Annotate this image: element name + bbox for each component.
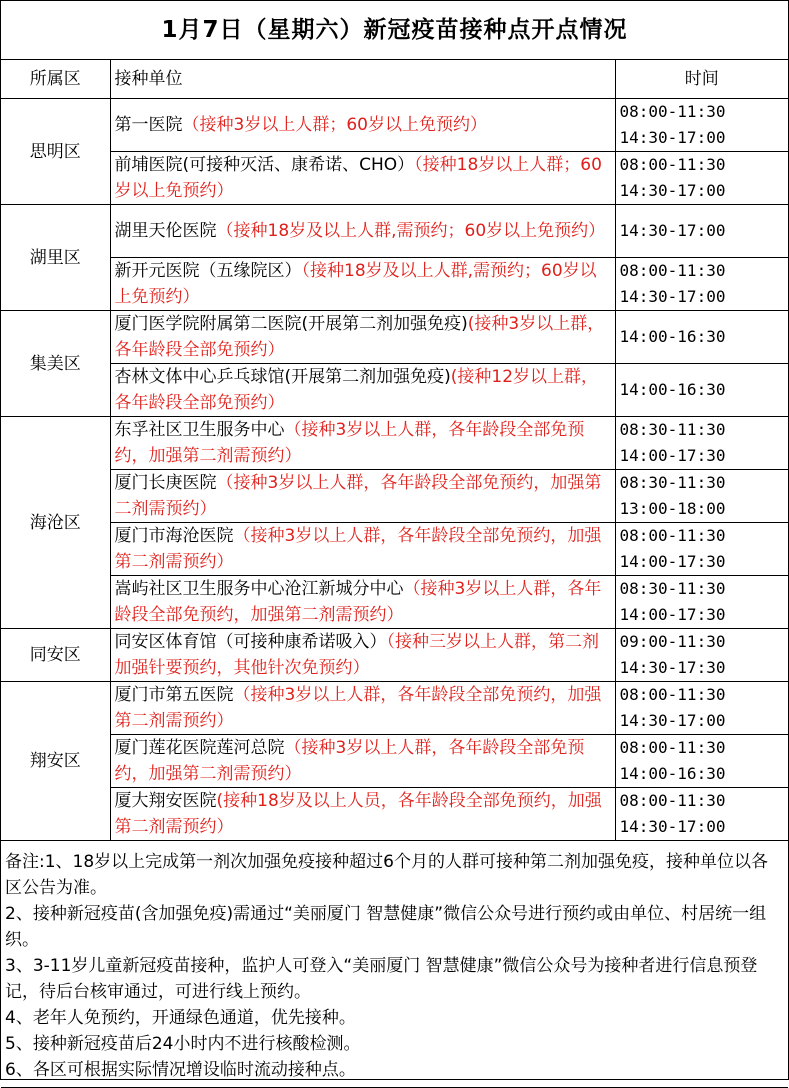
time-cell [615, 576, 788, 629]
note-line: 2、接种新冠疫苗(含加强免疫)需通过“美丽厦门 智慧健康”微信公众号进行预约或由单位、村居统一组织。 [5, 904, 767, 950]
district-cell: 海沧区 [1, 417, 110, 629]
table-row [1, 99, 788, 152]
time-slot: 08:00-11:30 [619, 261, 726, 280]
schedule-table [1, 1, 788, 1088]
time-cell [615, 311, 788, 364]
unit-cell [110, 470, 615, 523]
table-row [1, 523, 788, 576]
header-row [1, 60, 788, 99]
time-slot: 14:00-17:30 [619, 605, 726, 624]
unit-name: 第一医院 [114, 115, 183, 135]
time-slot: 14:00-17:30 [619, 552, 726, 571]
district-cell: 集美区 [1, 311, 110, 417]
header-unit: 接种单位 [110, 60, 615, 99]
time-slot: 08:30-11:30 [619, 473, 726, 492]
unit-cell [110, 205, 615, 258]
note-line: 5、接种新冠疫苗后24小时内不进行核酸检测。 [5, 1034, 361, 1054]
unit-note: （接种三岁以上人群，第二剂加强针要预约，其他针次免预约） [114, 632, 599, 678]
unit-note: （接种3岁以上人群，各年龄段全部免预约，加强第二剂需预约） [114, 738, 585, 784]
time-slot: 08:00-11:30 [619, 791, 726, 810]
unit-cell [110, 417, 615, 470]
table-row [1, 152, 788, 205]
district-cell: 同安区 [1, 629, 110, 682]
note-line: 6、各区可根据实际情况增设临时流动接种点。 [5, 1060, 356, 1080]
unit-name: 厦门莲花医院莲河总院 [114, 738, 285, 758]
time-slot: 14:30-17:00 [619, 711, 726, 730]
notes-cell [1, 841, 788, 1088]
header-district: 所属区 [1, 60, 110, 99]
district-cell: 翔安区 [1, 682, 110, 841]
unit-note: （接种18岁及以上人群,需预约；60岁以上免预约） [216, 221, 606, 241]
time-slot: 14:00-16:30 [619, 764, 726, 783]
time-cell [615, 152, 788, 205]
header-time: 时间 [615, 60, 788, 99]
unit-note: （接种3岁以上人群，各年龄段全部免预约，加强第二剂需预约） [114, 685, 602, 731]
unit-name: 前埔医院(可接种灭活、康希诺、CHO） [114, 155, 415, 175]
table-row [1, 470, 788, 523]
unit-note: （接种3岁以上人群，各年龄段全部免预约，加强第二剂需预约） [114, 420, 585, 466]
time-cell [615, 99, 788, 152]
time-cell [615, 364, 788, 417]
time-slot: 14:30-17:30 [619, 658, 726, 677]
table-row [1, 682, 788, 735]
unit-name: 厦门医学院附属第二医院(开展第二剂加强免疫) [114, 314, 468, 334]
unit-name: 嵩屿社区卫生服务中心沧江新城分中心 [114, 579, 404, 599]
time-cell [615, 682, 788, 735]
unit-cell [110, 788, 615, 841]
unit-name: 湖里天伦医院 [114, 221, 217, 241]
table-row [1, 258, 788, 311]
unit-cell [110, 523, 615, 576]
page-title: 1月7日（星期六）新冠疫苗接种点开点情况 [1, 1, 788, 60]
time-slot: 14:00-16:30 [619, 327, 726, 346]
time-slot: 08:00-11:30 [619, 738, 726, 757]
unit-name: 厦门长庚医院 [114, 473, 217, 493]
time-slot: 08:00-11:30 [619, 155, 726, 174]
unit-cell [110, 152, 615, 205]
time-slot: 14:30-17:00 [619, 128, 726, 147]
time-cell [615, 205, 788, 258]
table-row [1, 788, 788, 841]
time-cell [615, 788, 788, 841]
unit-note: (接种12岁以上群，各年龄段全部免预约） [114, 367, 599, 413]
unit-name: 厦门市第五医院 [114, 685, 234, 705]
table-row [1, 364, 788, 417]
unit-cell [110, 735, 615, 788]
time-cell [615, 417, 788, 470]
note-line: 3、3-11岁儿童新冠疫苗接种，监护人可登入“美丽厦门 智慧健康”微信公众号为接种者进行信息预登记，待后台核审通过，可进行线上预约。 [5, 956, 758, 1002]
district-cell: 湖里区 [1, 205, 110, 311]
unit-note: （接种3岁以上人群，各年龄段全部免预约，加强第二剂需预约） [114, 526, 602, 572]
time-slot: 14:00-16:30 [619, 380, 726, 399]
time-slot: 14:30-17:00 [619, 181, 726, 200]
time-slot: 13:00-18:00 [619, 499, 726, 518]
unit-cell [110, 682, 615, 735]
district-cell: 思明区 [1, 99, 110, 205]
unit-note: （接种18岁以上人群；60岁以上免预约） [114, 155, 602, 201]
table-row [1, 629, 788, 682]
time-slot: 14:00-17:30 [619, 446, 726, 465]
time-slot: 08:00-11:30 [619, 526, 726, 545]
unit-name: 厦大翔安医院 [114, 791, 217, 811]
time-slot: 14:30-17:00 [619, 221, 726, 240]
unit-note: （接种3岁以上人群，各年龄段全部免预约，加强第二剂需预约） [114, 579, 602, 625]
unit-name: 同安区体育馆（可接种康希诺吸入） [114, 632, 387, 652]
unit-note: （接种3岁以上人群；60岁以上免预约） [182, 115, 487, 135]
time-cell [615, 629, 788, 682]
time-cell [615, 523, 788, 576]
table-row [1, 311, 788, 364]
time-cell [615, 735, 788, 788]
unit-cell [110, 258, 615, 311]
unit-name: 东孚社区卫生服务中心 [114, 420, 285, 440]
time-cell [615, 258, 788, 311]
notes-row [1, 841, 788, 1088]
unit-name: 新开元医院（五缘院区） [114, 261, 302, 281]
note-line: 4、老年人免预约，开通绿色通道，优先接种。 [5, 1008, 356, 1028]
time-slot: 08:30-11:30 [619, 579, 726, 598]
time-slot: 14:30-17:00 [619, 817, 726, 836]
time-slot: 08:00-11:30 [619, 102, 726, 121]
note-line: 备注:1、18岁以上完成第一剂次加强免疫接种超过6个月的人群可接种第二剂加强免疫，接种单位以各区公告为准。 [5, 852, 768, 898]
time-slot: 14:30-17:00 [619, 287, 726, 306]
table-row [1, 735, 788, 788]
unit-name: 杏林文体中心乒乓球馆(开展第二剂加强免疫) [114, 367, 451, 387]
unit-cell [110, 99, 615, 152]
unit-note: (接种3岁以上群，各年龄段全部免预约） [114, 314, 605, 360]
time-slot: 08:30-11:30 [619, 420, 726, 439]
unit-cell [110, 311, 615, 364]
time-slot: 08:00-11:30 [619, 685, 726, 704]
table-row [1, 417, 788, 470]
time-cell [615, 470, 788, 523]
unit-note: （接种3岁以上人群，各年龄段全部免预约，加强第二剂需预约） [114, 473, 602, 519]
unit-cell [110, 629, 615, 682]
unit-cell [110, 364, 615, 417]
unit-cell [110, 576, 615, 629]
unit-name: 厦门市海沧医院 [114, 526, 234, 546]
table-row [1, 576, 788, 629]
unit-note: （接种18岁及以上人群,需预约；60岁以上免预约） [114, 261, 597, 307]
time-slot: 09:00-11:30 [619, 632, 726, 651]
table-row [1, 205, 788, 258]
unit-note: (接种18岁及以上人员，各年龄段全部免预约，加强第二剂需预约） [114, 791, 602, 837]
